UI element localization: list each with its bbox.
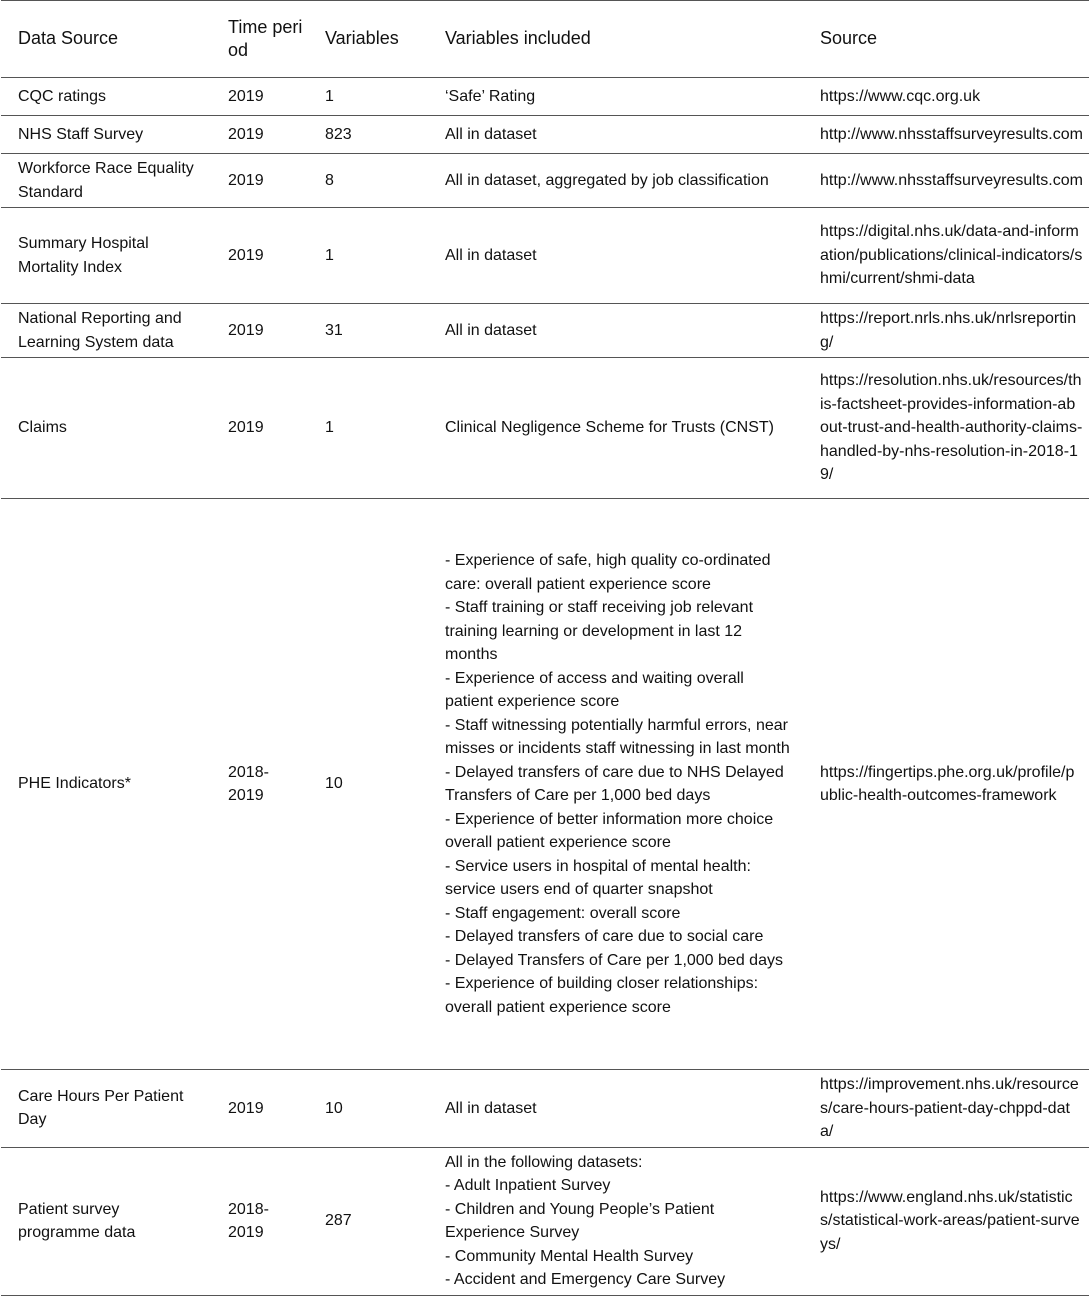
included-item: - Service users in hospital of mental health: service users end of quarter snapshot xyxy=(445,857,751,898)
cell-variables-included xyxy=(428,78,803,116)
table-body xyxy=(1,78,1089,1296)
table-row xyxy=(1,358,1089,499)
included-item: - Experience of building closer relationships: overall patient experience score xyxy=(445,975,759,1016)
table-row xyxy=(1,499,1089,1070)
cell-variables-included xyxy=(428,1147,803,1295)
included-item: - Accident and Emergency Care Survey xyxy=(445,1271,726,1288)
cell-time-period: 2019 xyxy=(211,1070,308,1148)
cell-variables-included xyxy=(428,208,803,304)
cell-data-source: Patient survey programme data xyxy=(1,1147,211,1295)
cell-source-url: https://report.nrls.nhs.uk/nrlsreporting/ xyxy=(803,304,1089,358)
header-variables: Variables xyxy=(308,1,428,78)
cell-data-source: Summary Hospital Mortality Index xyxy=(1,208,211,304)
included-item: - Children and Young People’s Patient Experience Survey xyxy=(445,1200,715,1241)
cell-time-period: 2019 xyxy=(211,358,308,499)
included-item: All in dataset xyxy=(445,246,537,264)
cell-data-source: Care Hours Per Patient Day xyxy=(1,1070,211,1148)
cell-variables-included xyxy=(428,116,803,154)
cell-time-period: 2018-2019 xyxy=(211,499,308,1070)
table-row xyxy=(1,304,1089,358)
cell-variables-included xyxy=(428,499,803,1070)
cell-data-source: Workforce Race Equality Standard xyxy=(1,154,211,208)
cell-time-period: 2019 xyxy=(211,116,308,154)
cell-source-url: http://www.nhsstaffsurveyresults.com xyxy=(803,154,1089,208)
header-variables-included: Variables included xyxy=(428,1,803,78)
cell-variables: 287 xyxy=(308,1147,428,1295)
table-row xyxy=(1,78,1089,116)
included-item: - Staff training or staff receiving job relevant training learning or development in last 12 months xyxy=(445,599,754,663)
header-source: Source xyxy=(803,1,1089,78)
cell-variables-included xyxy=(428,358,803,499)
cell-data-source: NHS Staff Survey xyxy=(1,116,211,154)
cell-data-source: National Reporting and Learning System data xyxy=(1,304,211,358)
included-item: Clinical Negligence Scheme for Trusts (CNST) xyxy=(445,419,774,437)
table-row xyxy=(1,116,1089,154)
cell-variables: 31 xyxy=(308,304,428,358)
cell-source-url: https://fingertips.phe.org.uk/profile/public-health-outcomes-framework xyxy=(803,499,1089,1070)
cell-time-period: 2018-2019 xyxy=(211,1147,308,1295)
included-item: All in dataset xyxy=(445,125,537,143)
included-item: All in dataset xyxy=(445,321,537,339)
included-item: - Experience of access and waiting overall patient experience score xyxy=(445,669,744,710)
cell-data-source: CQC ratings xyxy=(1,78,211,116)
included-item: - Experience of better information more choice overall patient experience score xyxy=(445,810,774,851)
cell-source-url: https://www.england.nhs.uk/statistics/statistical-work-areas/patient-surveys/ xyxy=(803,1147,1089,1295)
included-item: - Experience of safe, high quality co-ordinated care: overall patient experience score xyxy=(445,552,771,593)
cell-variables: 1 xyxy=(308,358,428,499)
included-item: - Delayed transfers of care due to social care xyxy=(445,928,764,945)
cell-source-url: https://digital.nhs.uk/data-and-information/publications/clinical-indicators/shmi/current/shmi-data xyxy=(803,208,1089,304)
cell-variables-included xyxy=(428,1070,803,1148)
cell-variables: 1 xyxy=(308,78,428,116)
included-item: ‘Safe’ Rating xyxy=(445,87,536,105)
cell-variables: 10 xyxy=(308,499,428,1070)
cell-variables: 823 xyxy=(308,116,428,154)
cell-data-source: PHE Indicators* xyxy=(1,499,211,1070)
included-item: - Staff witnessing potentially harmful errors, near misses or incidents staff witnessing in last month xyxy=(445,716,790,757)
table-row xyxy=(1,154,1089,208)
table-row xyxy=(1,1147,1089,1295)
included-item: - Staff engagement: overall score xyxy=(445,904,681,922)
cell-variables: 1 xyxy=(308,208,428,304)
table-row xyxy=(1,1070,1089,1148)
included-item: - Delayed Transfers of Care per 1,000 bed days xyxy=(445,951,783,969)
included-item: - Delayed transfers of care due to NHS Delayed Transfers of Care per 1,000 bed days xyxy=(445,763,784,804)
included-item: All in dataset, aggregated by job classification xyxy=(445,171,769,189)
cell-source-url: http://www.nhsstaffsurveyresults.com xyxy=(803,116,1089,154)
cell-variables: 8 xyxy=(308,154,428,208)
data-sources-table xyxy=(1,0,1089,1296)
cell-data-source: Claims xyxy=(1,358,211,499)
cell-time-period: 2019 xyxy=(211,304,308,358)
cell-time-period: 2019 xyxy=(211,208,308,304)
cell-source-url: https://resolution.nhs.uk/resources/this-factsheet-provides-information-about-trust-and-health-authority-claims-handled-by-nhs-resolution-in-2018-19/ xyxy=(803,358,1089,499)
header-row xyxy=(1,1,1089,78)
included-item: - Community Mental Health Survey xyxy=(445,1247,694,1265)
included-item: All in the following datasets: xyxy=(445,1153,643,1171)
included-item: - Adult Inpatient Survey xyxy=(445,1177,611,1194)
cell-variables-included xyxy=(428,154,803,208)
header-time-period: Time period xyxy=(211,1,308,78)
cell-time-period: 2019 xyxy=(211,154,308,208)
included-item: All in dataset xyxy=(445,1099,537,1117)
header-data-source: Data Source xyxy=(1,1,211,78)
table-row xyxy=(1,208,1089,304)
cell-source-url: https://improvement.nhs.uk/resources/care-hours-patient-day-chppd-data/ xyxy=(803,1070,1089,1148)
cell-variables: 10 xyxy=(308,1070,428,1148)
cell-time-period: 2019 xyxy=(211,78,308,116)
cell-source-url: https://www.cqc.org.uk xyxy=(803,78,1089,116)
cell-variables-included xyxy=(428,304,803,358)
